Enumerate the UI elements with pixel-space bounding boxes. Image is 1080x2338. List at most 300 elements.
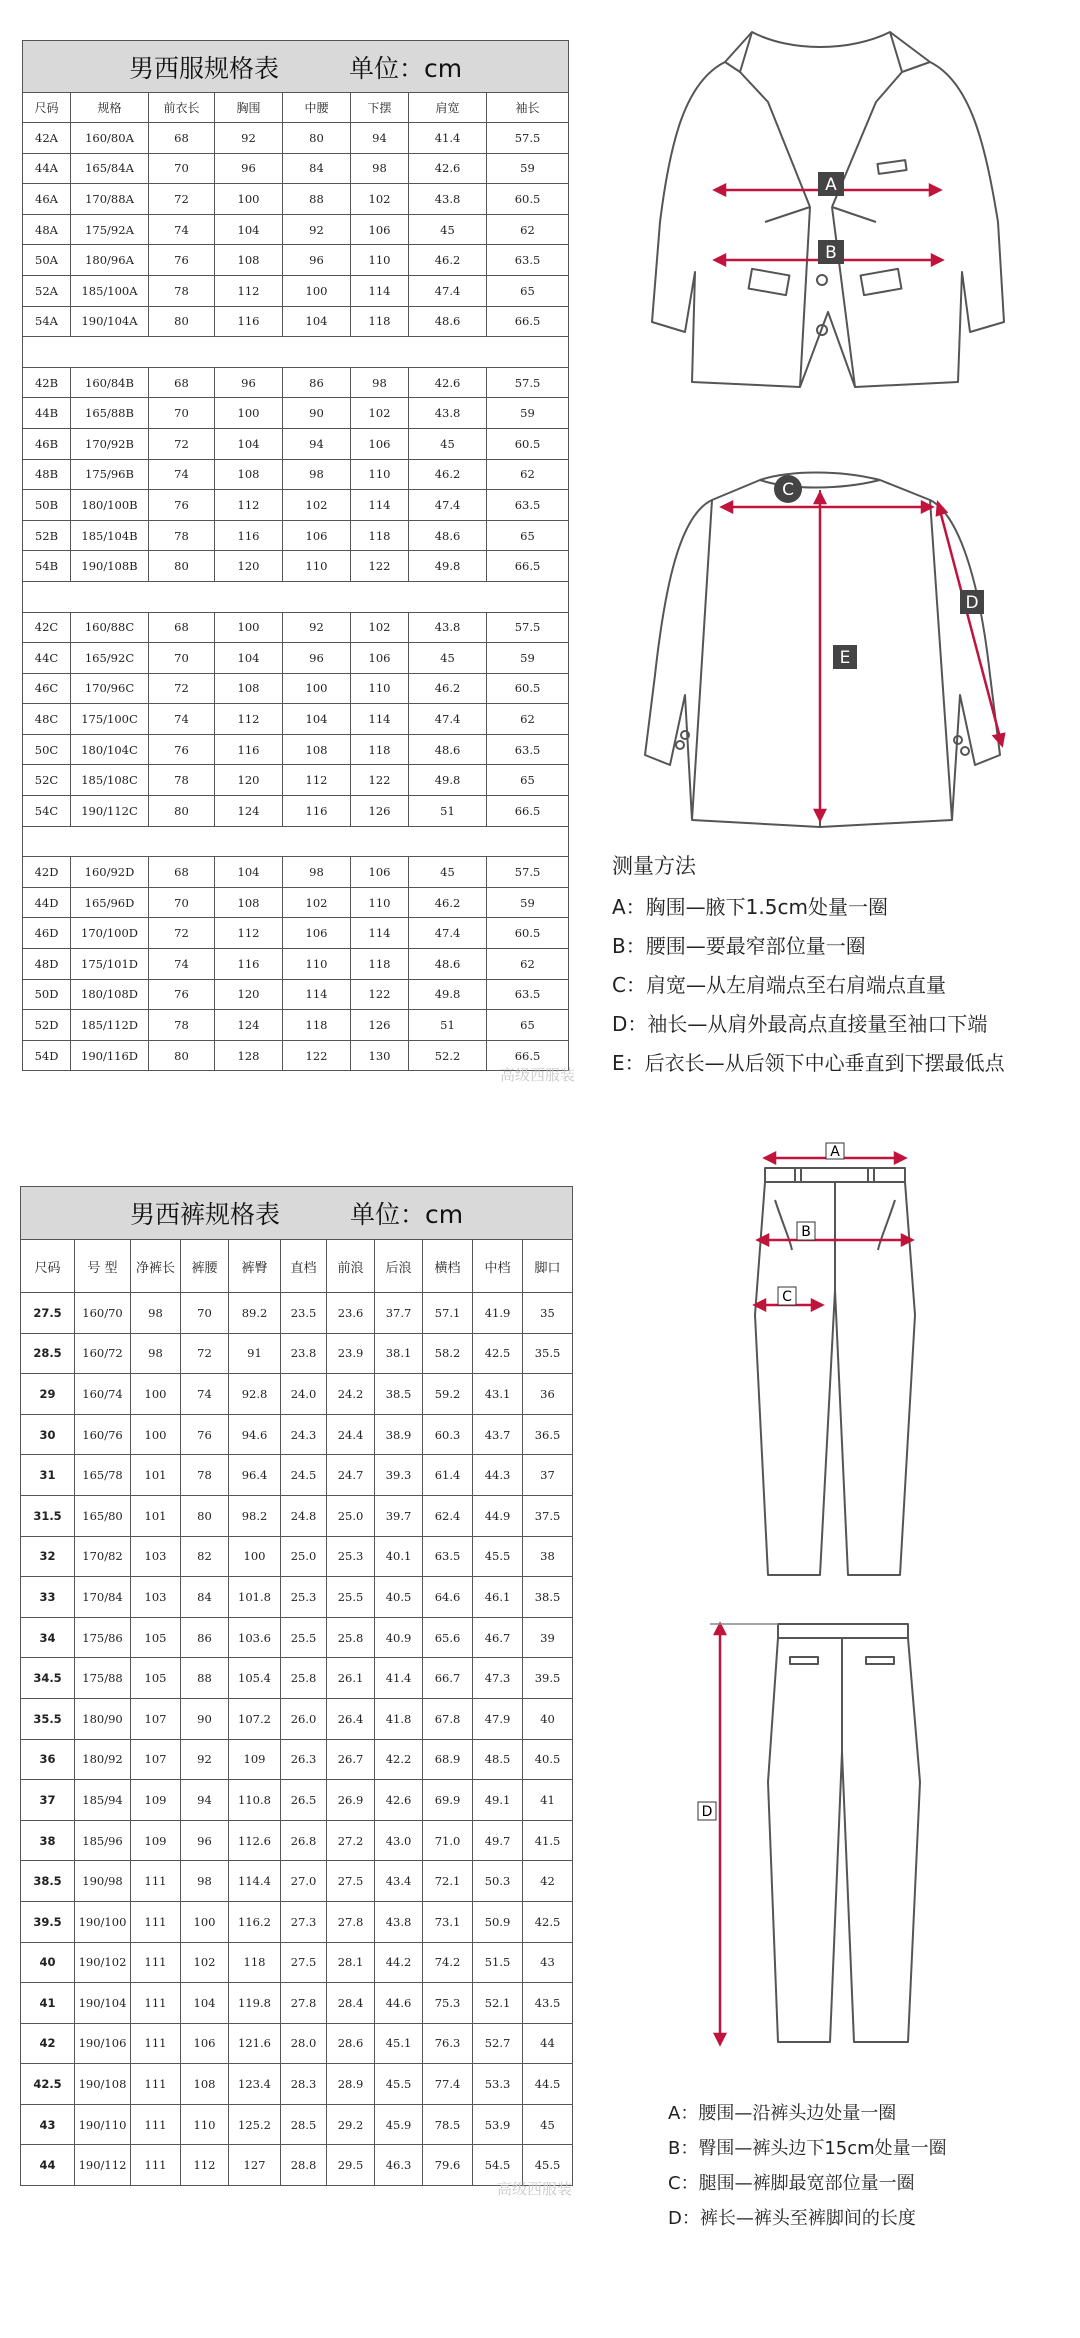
table-cell: 51 — [409, 796, 487, 827]
pants-measure-legend — [668, 2096, 947, 2236]
table-cell: 28.5 — [281, 2104, 327, 2145]
table-cell: 80 — [283, 123, 351, 154]
suit-header-row — [23, 93, 569, 123]
legend-heading: 测量方法 — [612, 854, 696, 878]
table-cell: 190/104A — [71, 306, 149, 337]
table-row — [21, 1495, 573, 1536]
table-cell: 118 — [351, 734, 409, 765]
table-cell: 123.4 — [229, 2064, 281, 2105]
table-row — [23, 520, 569, 551]
table-cell: 41.9 — [473, 1293, 523, 1334]
table-cell: 72 — [181, 1333, 229, 1374]
table-cell: 180/100B — [71, 490, 149, 521]
table-cell: 110 — [181, 2104, 229, 2145]
table-cell: 90 — [181, 1698, 229, 1739]
suit-header-cell: 中腰 — [283, 93, 351, 123]
table-cell: 104 — [215, 643, 283, 674]
suit-header-cell: 胸围 — [215, 93, 283, 123]
table-cell: 74 — [149, 214, 215, 245]
table-cell: 105.4 — [229, 1658, 281, 1699]
pants-header-cell: 前浪 — [327, 1240, 375, 1293]
table-cell: 104 — [215, 857, 283, 888]
table-cell: 48D — [23, 949, 71, 980]
pants-header-cell: 中档 — [473, 1240, 523, 1293]
table-cell: 50D — [23, 979, 71, 1010]
table-cell: 50A — [23, 245, 71, 276]
table-cell: 114 — [351, 704, 409, 735]
table-cell: 165/92C — [71, 643, 149, 674]
table-cell: 112 — [215, 918, 283, 949]
table-cell: 102 — [351, 398, 409, 429]
table-cell: 65 — [487, 765, 569, 796]
table-row — [23, 857, 569, 888]
table-cell: 100 — [131, 1414, 181, 1455]
table-cell: 76 — [181, 1414, 229, 1455]
watermark-top: 高级西服装 — [500, 1066, 576, 1084]
pants-header-cell: 直档 — [281, 1240, 327, 1293]
table-cell: 57.5 — [487, 123, 569, 154]
table-cell: 35.5 — [523, 1333, 573, 1374]
table-cell: 41.8 — [375, 1698, 423, 1739]
table-cell: 74 — [149, 459, 215, 490]
group-spacer-row — [23, 581, 569, 612]
table-cell: 82 — [181, 1536, 229, 1577]
table-cell: 165/78 — [75, 1455, 131, 1496]
table-cell: 66.5 — [487, 306, 569, 337]
pants-legend-item-d: D：裤长—裤头至裤脚间的长度 — [668, 2208, 916, 2229]
table-row — [21, 1374, 573, 1415]
table-cell: 185/96 — [75, 1820, 131, 1861]
table-row — [21, 1455, 573, 1496]
table-cell: 175/101D — [71, 949, 149, 980]
table-cell: 31.5 — [21, 1495, 75, 1536]
table-cell: 126 — [351, 1010, 409, 1041]
table-cell: 51 — [409, 1010, 487, 1041]
table-cell: 29.5 — [327, 2145, 375, 2186]
table-cell: 48C — [23, 704, 71, 735]
table-cell: 111 — [131, 1983, 181, 2024]
table-cell: 112 — [215, 490, 283, 521]
table-row — [23, 367, 569, 398]
table-cell: 64.6 — [423, 1577, 473, 1618]
table-row — [23, 734, 569, 765]
table-cell: 165/96D — [71, 887, 149, 918]
table-cell: 116 — [215, 734, 283, 765]
table-cell: 42A — [23, 123, 71, 154]
label-d: D — [965, 593, 979, 613]
table-cell: 94.6 — [229, 1414, 281, 1455]
table-cell: 104 — [181, 1983, 229, 2024]
table-cell: 80 — [149, 1040, 215, 1071]
table-cell: 66.5 — [487, 551, 569, 582]
suit-measure-legend — [612, 850, 1005, 1083]
table-cell: 76.3 — [423, 2023, 473, 2064]
table-cell: 40.1 — [375, 1536, 423, 1577]
table-cell: 180/92 — [75, 1739, 131, 1780]
table-cell: 110 — [351, 887, 409, 918]
table-cell: 98 — [181, 1861, 229, 1902]
table-cell: 111 — [131, 2104, 181, 2145]
table-cell: 50C — [23, 734, 71, 765]
table-cell: 42.6 — [375, 1780, 423, 1821]
table-cell: 29 — [21, 1374, 75, 1415]
table-cell: 112 — [181, 2145, 229, 2186]
table-cell: 45.1 — [375, 2023, 423, 2064]
table-cell: 24.5 — [281, 1455, 327, 1496]
pants-label-b: B — [801, 1224, 811, 1240]
table-cell: 175/86 — [75, 1617, 131, 1658]
pants-header-cell: 横档 — [423, 1240, 473, 1293]
table-cell: 28.5 — [21, 1333, 75, 1374]
table-row — [23, 428, 569, 459]
table-cell: 119.8 — [229, 1983, 281, 2024]
table-cell: 103 — [131, 1577, 181, 1618]
table-cell: 57.1 — [423, 1293, 473, 1334]
table-row — [23, 214, 569, 245]
table-cell: 44 — [523, 2023, 573, 2064]
label-a: A — [825, 175, 837, 195]
pants-header-cell: 裤臀 — [229, 1240, 281, 1293]
table-cell: 27.3 — [281, 1901, 327, 1942]
table-cell: 26.3 — [281, 1739, 327, 1780]
table-cell: 52B — [23, 520, 71, 551]
table-cell: 46C — [23, 673, 71, 704]
table-cell: 106 — [351, 857, 409, 888]
table-row — [23, 153, 569, 184]
table-cell: 100 — [215, 612, 283, 643]
table-cell: 190/100 — [75, 1901, 131, 1942]
table-cell: 44B — [23, 398, 71, 429]
label-e: E — [839, 648, 851, 668]
table-cell: 126 — [351, 796, 409, 827]
table-cell: 78 — [149, 275, 215, 306]
table-cell: 170/88A — [71, 184, 149, 215]
table-row — [21, 1901, 573, 1942]
table-cell: 107.2 — [229, 1698, 281, 1739]
table-row — [23, 275, 569, 306]
table-cell: 105 — [131, 1617, 181, 1658]
table-cell: 104 — [215, 214, 283, 245]
table-cell: 110 — [283, 949, 351, 980]
table-cell: 75.3 — [423, 1983, 473, 2024]
table-cell: 36.5 — [523, 1414, 573, 1455]
table-cell: 109 — [131, 1780, 181, 1821]
table-cell: 96 — [215, 153, 283, 184]
pants-label-c: C — [782, 1289, 792, 1305]
table-cell: 190/112C — [71, 796, 149, 827]
table-cell: 92 — [283, 612, 351, 643]
table-cell: 28.3 — [281, 2064, 327, 2105]
table-cell: 42 — [21, 2023, 75, 2064]
table-cell: 165/88B — [71, 398, 149, 429]
table-cell: 49.8 — [409, 551, 487, 582]
table-cell: 185/108C — [71, 765, 149, 796]
table-cell: 52C — [23, 765, 71, 796]
table-cell: 190/110 — [75, 2104, 131, 2145]
table-cell: 76 — [149, 490, 215, 521]
suit-header-cell: 规格 — [71, 93, 149, 123]
table-cell: 86 — [181, 1617, 229, 1658]
table-cell: 76 — [149, 979, 215, 1010]
table-cell: 90 — [283, 398, 351, 429]
table-cell: 28.1 — [327, 1942, 375, 1983]
table-cell: 65 — [487, 1010, 569, 1041]
table-cell: 127 — [229, 2145, 281, 2186]
table-cell: 102 — [351, 184, 409, 215]
table-cell: 44D — [23, 887, 71, 918]
table-row — [23, 551, 569, 582]
table-cell: 96 — [283, 245, 351, 276]
table-row — [21, 2064, 573, 2105]
table-cell: 45 — [409, 214, 487, 245]
table-cell: 190/112 — [75, 2145, 131, 2186]
table-cell: 108 — [215, 887, 283, 918]
table-row — [21, 1293, 573, 1334]
table-cell: 24.0 — [281, 1374, 327, 1415]
table-cell: 43.8 — [375, 1901, 423, 1942]
group-spacer-row — [23, 337, 569, 368]
table-row — [23, 979, 569, 1010]
table-cell: 23.8 — [281, 1333, 327, 1374]
table-cell: 41.4 — [375, 1658, 423, 1699]
table-cell: 190/116D — [71, 1040, 149, 1071]
table-cell: 46.1 — [473, 1577, 523, 1618]
table-cell: 52.2 — [409, 1040, 487, 1071]
table-cell: 36 — [523, 1374, 573, 1415]
table-cell: 23.6 — [327, 1293, 375, 1334]
table-cell: 44 — [21, 2145, 75, 2186]
table-cell: 43.1 — [473, 1374, 523, 1415]
table-cell: 118 — [283, 1010, 351, 1041]
table-cell: 111 — [131, 1861, 181, 1902]
table-row — [23, 673, 569, 704]
table-cell: 102 — [181, 1942, 229, 1983]
table-cell: 52.7 — [473, 2023, 523, 2064]
table-cell: 105 — [131, 1658, 181, 1699]
table-cell: 60.5 — [487, 673, 569, 704]
table-cell: 120 — [215, 979, 283, 1010]
table-cell: 78.5 — [423, 2104, 473, 2145]
table-cell: 59 — [487, 398, 569, 429]
table-cell: 108 — [215, 245, 283, 276]
table-cell: 101.8 — [229, 1577, 281, 1618]
table-cell: 29.2 — [327, 2104, 375, 2145]
table-cell: 47.4 — [409, 918, 487, 949]
table-cell: 94 — [181, 1780, 229, 1821]
table-cell: 38 — [21, 1820, 75, 1861]
label-b: B — [825, 243, 837, 263]
table-cell: 48.6 — [409, 306, 487, 337]
table-cell: 175/96B — [71, 459, 149, 490]
table-cell: 121.6 — [229, 2023, 281, 2064]
pants-header-cell: 尺码 — [21, 1240, 75, 1293]
table-cell: 112 — [283, 765, 351, 796]
table-cell: 38.9 — [375, 1414, 423, 1455]
table-cell: 102 — [283, 887, 351, 918]
table-cell: 47.4 — [409, 275, 487, 306]
table-cell: 102 — [351, 612, 409, 643]
table-cell: 107 — [131, 1739, 181, 1780]
table-cell: 62 — [487, 949, 569, 980]
table-cell: 43 — [21, 2104, 75, 2145]
table-cell: 98 — [351, 367, 409, 398]
table-cell: 45 — [409, 643, 487, 674]
table-cell: 53.9 — [473, 2104, 523, 2145]
pants-unit-text: 单位：cm — [349, 1200, 464, 1229]
table-cell: 40.5 — [375, 1577, 423, 1618]
table-cell: 46.2 — [409, 459, 487, 490]
table-cell: 46.2 — [409, 673, 487, 704]
table-cell: 39.5 — [523, 1658, 573, 1699]
table-cell: 26.4 — [327, 1698, 375, 1739]
table-cell: 116 — [215, 306, 283, 337]
table-cell: 112.6 — [229, 1820, 281, 1861]
table-cell: 26.1 — [327, 1658, 375, 1699]
table-cell: 110.8 — [229, 1780, 281, 1821]
table-cell: 45.9 — [375, 2104, 423, 2145]
table-cell: 26.9 — [327, 1780, 375, 1821]
table-cell: 114.4 — [229, 1861, 281, 1902]
table-cell: 118 — [229, 1942, 281, 1983]
table-cell: 175/100C — [71, 704, 149, 735]
table-cell: 80 — [181, 1495, 229, 1536]
table-cell: 190/98 — [75, 1861, 131, 1902]
table-cell: 39.5 — [21, 1901, 75, 1942]
table-cell: 89.2 — [229, 1293, 281, 1334]
table-cell: 108 — [215, 459, 283, 490]
table-cell: 180/108D — [71, 979, 149, 1010]
table-cell: 63.5 — [487, 979, 569, 1010]
table-cell: 27.2 — [327, 1820, 375, 1861]
table-row — [21, 1536, 573, 1577]
table-cell: 110 — [351, 459, 409, 490]
table-cell: 180/96A — [71, 245, 149, 276]
table-row — [21, 1414, 573, 1455]
pants-header-cell: 号 型 — [75, 1240, 131, 1293]
table-cell: 185/104B — [71, 520, 149, 551]
table-cell: 96.4 — [229, 1455, 281, 1496]
table-cell: 34 — [21, 1617, 75, 1658]
table-cell: 25.0 — [281, 1536, 327, 1577]
table-cell: 125.2 — [229, 2104, 281, 2145]
table-cell: 27.8 — [327, 1901, 375, 1942]
table-cell: 102 — [283, 490, 351, 521]
table-cell: 59 — [487, 153, 569, 184]
table-cell: 57.5 — [487, 367, 569, 398]
table-cell: 170/100D — [71, 918, 149, 949]
table-cell: 91 — [229, 1333, 281, 1374]
table-row — [21, 2145, 573, 2186]
table-cell: 57.5 — [487, 857, 569, 888]
table-cell: 35 — [523, 1293, 573, 1334]
table-cell: 118 — [351, 520, 409, 551]
table-cell: 42B — [23, 367, 71, 398]
table-cell: 50.3 — [473, 1861, 523, 1902]
table-cell: 28.8 — [281, 2145, 327, 2186]
suit-header-cell: 肩宽 — [409, 93, 487, 123]
table-cell: 114 — [351, 490, 409, 521]
table-cell: 52D — [23, 1010, 71, 1041]
table-cell: 74.2 — [423, 1942, 473, 1983]
table-cell: 190/106 — [75, 2023, 131, 2064]
table-row — [21, 1861, 573, 1902]
table-cell: 100 — [181, 1901, 229, 1942]
table-cell: 46A — [23, 184, 71, 215]
table-cell: 42.6 — [409, 153, 487, 184]
table-cell: 42.6 — [409, 367, 487, 398]
table-cell: 88 — [283, 184, 351, 215]
table-cell: 37.5 — [523, 1495, 573, 1536]
table-cell: 40.9 — [375, 1617, 423, 1658]
suit-header-cell: 下摆 — [351, 93, 409, 123]
table-cell: 122 — [283, 1040, 351, 1071]
pants-header-cell: 后浪 — [375, 1240, 423, 1293]
table-cell: 43.5 — [523, 1983, 573, 2024]
table-cell: 24.3 — [281, 1414, 327, 1455]
table-cell: 112 — [215, 275, 283, 306]
table-cell: 122 — [351, 979, 409, 1010]
table-cell: 106 — [351, 428, 409, 459]
table-cell: 100 — [283, 673, 351, 704]
table-cell: 65.6 — [423, 1617, 473, 1658]
table-cell: 92.8 — [229, 1374, 281, 1415]
table-cell: 54B — [23, 551, 71, 582]
pants-header-cell: 脚口 — [523, 1240, 573, 1293]
table-cell: 106 — [283, 520, 351, 551]
table-cell: 74 — [149, 704, 215, 735]
table-row — [23, 184, 569, 215]
table-row — [23, 949, 569, 980]
table-cell: 62.4 — [423, 1495, 473, 1536]
table-cell: 58.2 — [423, 1333, 473, 1374]
table-cell: 42.5 — [473, 1333, 523, 1374]
table-cell: 24.8 — [281, 1495, 327, 1536]
table-cell: 96 — [181, 1820, 229, 1861]
table-row — [23, 490, 569, 521]
table-cell: 170/96C — [71, 673, 149, 704]
table-cell: 41.5 — [523, 1820, 573, 1861]
table-cell: 160/70 — [75, 1293, 131, 1334]
table-cell: 79.6 — [423, 2145, 473, 2186]
table-cell: 122 — [351, 551, 409, 582]
table-cell: 34.5 — [21, 1658, 75, 1699]
table-cell: 94 — [351, 123, 409, 154]
table-cell: 46.7 — [473, 1617, 523, 1658]
table-cell: 23.9 — [327, 1333, 375, 1374]
table-cell: 41.4 — [409, 123, 487, 154]
pants-header-cell: 裤腰 — [181, 1240, 229, 1293]
table-cell: 106 — [351, 214, 409, 245]
table-cell: 160/88C — [71, 612, 149, 643]
table-cell: 45.5 — [523, 2145, 573, 2186]
table-cell: 33 — [21, 1577, 75, 1618]
spacer-cell — [23, 581, 569, 612]
table-cell: 74 — [181, 1374, 229, 1415]
table-cell: 77.4 — [423, 2064, 473, 2105]
table-cell: 44.5 — [523, 2064, 573, 2105]
table-cell: 110 — [351, 673, 409, 704]
table-cell: 80 — [149, 306, 215, 337]
pants-table-title — [21, 1187, 573, 1240]
table-cell: 63.5 — [487, 734, 569, 765]
table-cell: 100 — [215, 398, 283, 429]
pants-title-text: 男西裤规格表 — [129, 1200, 280, 1229]
table-cell: 100 — [283, 275, 351, 306]
table-row — [21, 1333, 573, 1374]
table-cell: 59.2 — [423, 1374, 473, 1415]
table-cell: 44A — [23, 153, 71, 184]
table-cell: 106 — [181, 2023, 229, 2064]
